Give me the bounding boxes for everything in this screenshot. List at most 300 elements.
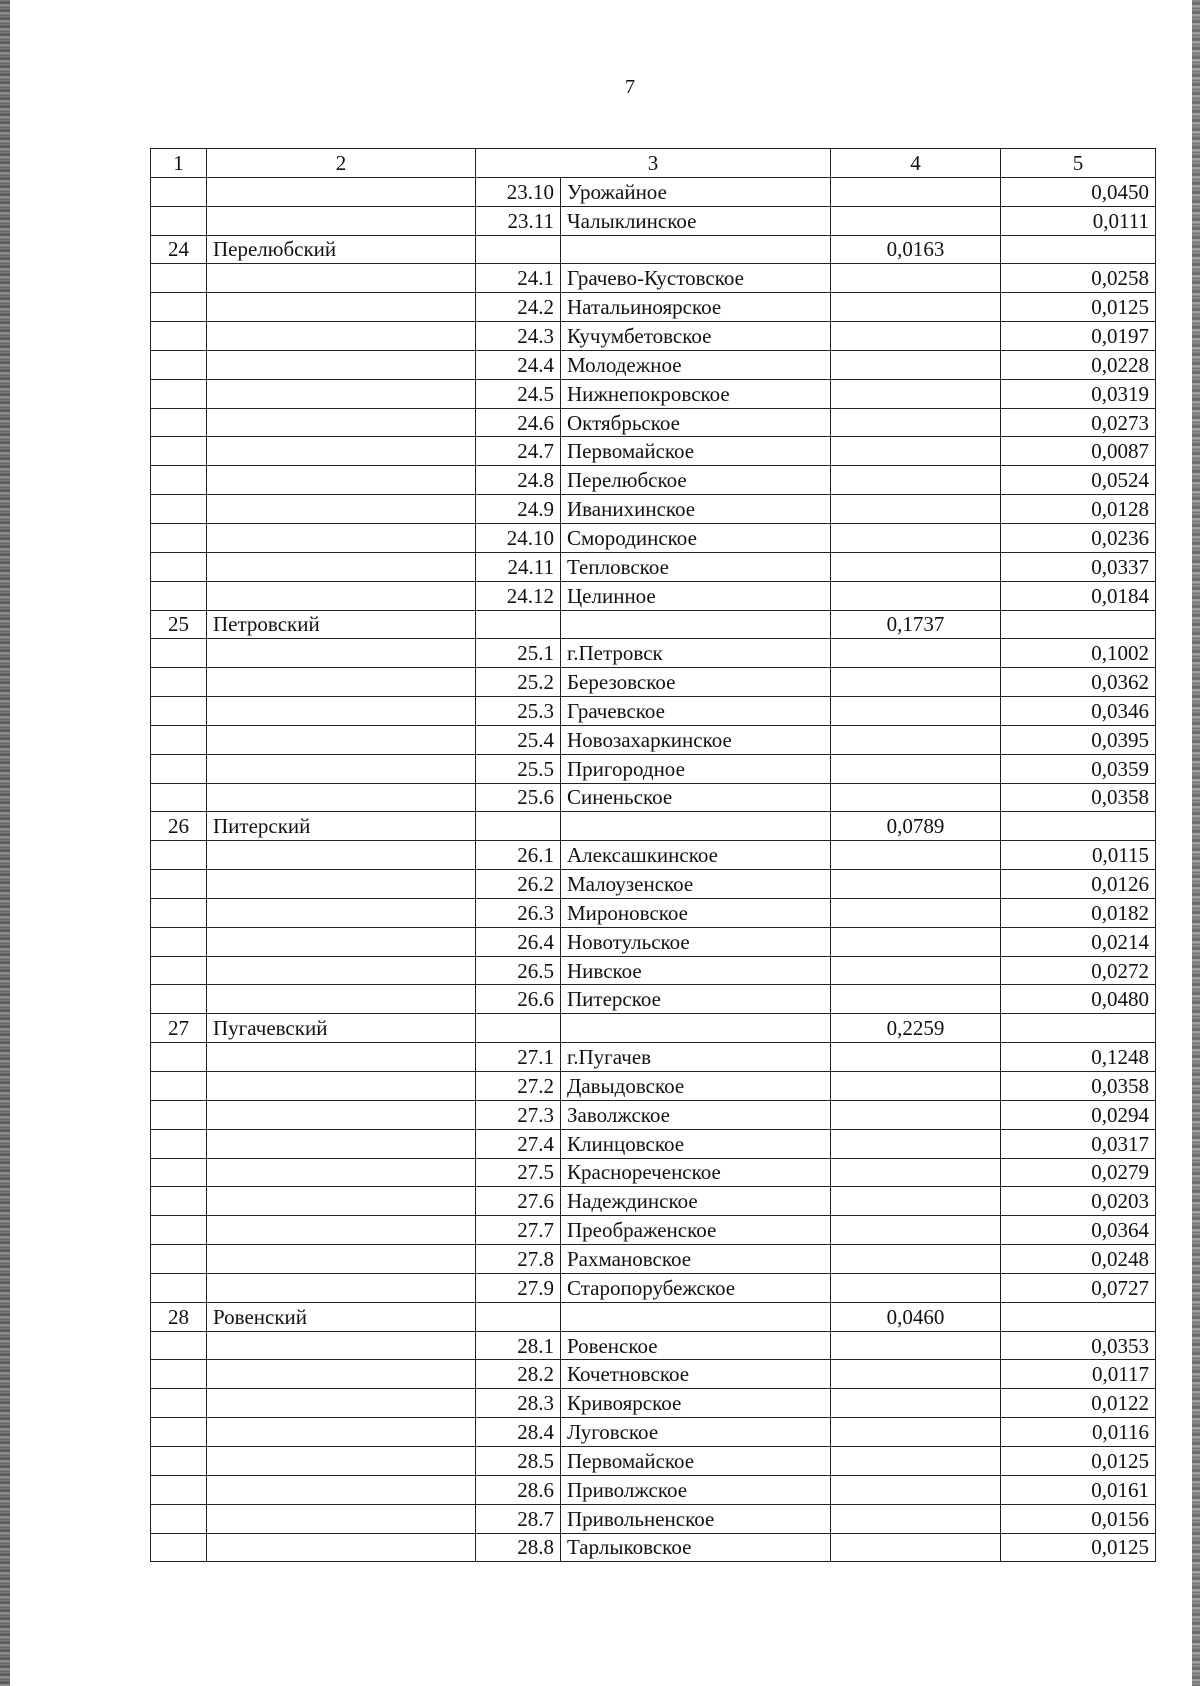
settlement-coefficient: 0,0450 <box>1001 177 1156 206</box>
settlement-row <box>151 1043 1156 1072</box>
settlement-code: 27.8 <box>476 1245 561 1274</box>
settlement-code: 27.4 <box>476 1129 561 1158</box>
empty-cell <box>151 1043 207 1072</box>
empty-cell <box>151 437 207 466</box>
settlement-code: 24.12 <box>476 581 561 610</box>
empty-cell <box>831 1418 1001 1447</box>
empty-cell <box>151 725 207 754</box>
empty-cell <box>151 1216 207 1245</box>
settlement-coefficient: 0,0203 <box>1001 1187 1156 1216</box>
empty-cell <box>151 408 207 437</box>
settlement-code: 25.1 <box>476 639 561 668</box>
empty-cell <box>476 1302 561 1331</box>
settlement-code: 26.3 <box>476 898 561 927</box>
settlement-row <box>151 1158 1156 1187</box>
settlement-name: Грачево-Кустовское <box>561 264 831 293</box>
settlement-code: 24.10 <box>476 523 561 552</box>
district-number: 25 <box>151 610 207 639</box>
empty-cell <box>151 1245 207 1274</box>
settlement-coefficient: 0,0358 <box>1001 1072 1156 1101</box>
empty-cell <box>207 985 476 1014</box>
empty-cell <box>831 177 1001 206</box>
district-name: Питерский <box>207 812 476 841</box>
header-col-5: 5 <box>1001 149 1156 178</box>
empty-cell <box>207 206 476 235</box>
settlement-coefficient: 0,0524 <box>1001 466 1156 495</box>
settlement-code: 26.4 <box>476 927 561 956</box>
empty-cell <box>831 1187 1001 1216</box>
settlement-code: 25.6 <box>476 783 561 812</box>
settlement-coefficient: 0,0184 <box>1001 581 1156 610</box>
settlement-coefficient: 0,0294 <box>1001 1100 1156 1129</box>
settlement-code: 24.1 <box>476 264 561 293</box>
settlement-row <box>151 293 1156 322</box>
empty-cell <box>151 898 207 927</box>
empty-cell <box>151 1533 207 1562</box>
settlement-name: Надеждинское <box>561 1187 831 1216</box>
settlement-row <box>151 206 1156 235</box>
settlement-row <box>151 177 1156 206</box>
district-number: 27 <box>151 1014 207 1043</box>
settlement-coefficient: 0,0359 <box>1001 754 1156 783</box>
empty-cell <box>151 264 207 293</box>
empty-cell <box>207 725 476 754</box>
empty-cell <box>476 610 561 639</box>
district-coefficient: 0,2259 <box>831 1014 1001 1043</box>
settlement-code: 24.4 <box>476 350 561 379</box>
empty-cell <box>207 1475 476 1504</box>
table-body <box>151 149 1156 1562</box>
empty-cell <box>1001 1302 1156 1331</box>
empty-cell <box>831 350 1001 379</box>
settlement-row <box>151 437 1156 466</box>
empty-cell <box>151 350 207 379</box>
settlement-name: Питерское <box>561 985 831 1014</box>
empty-cell <box>207 1187 476 1216</box>
settlement-row <box>151 754 1156 783</box>
settlement-row <box>151 1187 1156 1216</box>
settlement-coefficient: 0,0156 <box>1001 1504 1156 1533</box>
empty-cell <box>151 1360 207 1389</box>
settlement-row <box>151 552 1156 581</box>
settlement-name: Иванихинское <box>561 495 831 524</box>
table-header-row <box>151 149 1156 178</box>
settlement-coefficient: 0,0161 <box>1001 1475 1156 1504</box>
empty-cell <box>207 639 476 668</box>
empty-cell <box>151 523 207 552</box>
empty-cell <box>207 177 476 206</box>
empty-cell <box>207 581 476 610</box>
empty-cell <box>151 783 207 812</box>
empty-cell <box>831 754 1001 783</box>
empty-cell <box>207 466 476 495</box>
empty-cell <box>151 697 207 726</box>
empty-cell <box>151 985 207 1014</box>
empty-cell <box>831 1072 1001 1101</box>
settlement-code: 27.5 <box>476 1158 561 1187</box>
empty-cell <box>831 523 1001 552</box>
empty-cell <box>207 927 476 956</box>
empty-cell <box>476 1014 561 1043</box>
empty-cell <box>207 1446 476 1475</box>
empty-cell <box>831 1533 1001 1562</box>
empty-cell <box>151 1504 207 1533</box>
settlement-coefficient: 0,0272 <box>1001 956 1156 985</box>
settlement-code: 24.7 <box>476 437 561 466</box>
empty-cell <box>151 293 207 322</box>
page-number: 7 <box>625 76 635 98</box>
empty-cell <box>151 956 207 985</box>
district-number: 26 <box>151 812 207 841</box>
settlement-coefficient: 0,0236 <box>1001 523 1156 552</box>
district-row <box>151 610 1156 639</box>
settlement-coefficient: 0,0116 <box>1001 1418 1156 1447</box>
empty-cell <box>831 639 1001 668</box>
settlement-name: г.Петровск <box>561 639 831 668</box>
empty-cell <box>151 322 207 351</box>
empty-cell <box>207 898 476 927</box>
empty-cell <box>831 322 1001 351</box>
settlement-name: Кучумбетовское <box>561 322 831 351</box>
settlement-coefficient: 0,0480 <box>1001 985 1156 1014</box>
district-coefficient: 0,1737 <box>831 610 1001 639</box>
settlement-coefficient: 0,0126 <box>1001 870 1156 899</box>
empty-cell <box>151 1273 207 1302</box>
settlement-name: Синеньское <box>561 783 831 812</box>
empty-cell <box>151 754 207 783</box>
settlement-code: 26.6 <box>476 985 561 1014</box>
settlement-name: Новотульское <box>561 927 831 956</box>
empty-cell <box>831 725 1001 754</box>
settlement-code: 28.3 <box>476 1389 561 1418</box>
settlement-coefficient: 0,0128 <box>1001 495 1156 524</box>
settlement-code: 28.6 <box>476 1475 561 1504</box>
empty-cell <box>151 206 207 235</box>
settlement-coefficient: 0,0122 <box>1001 1389 1156 1418</box>
empty-cell <box>207 1533 476 1562</box>
settlement-row <box>151 1273 1156 1302</box>
settlement-row <box>151 956 1156 985</box>
empty-cell <box>831 379 1001 408</box>
empty-cell <box>151 1446 207 1475</box>
settlement-row <box>151 379 1156 408</box>
empty-cell <box>831 985 1001 1014</box>
settlement-name: Привольненское <box>561 1504 831 1533</box>
empty-cell <box>831 927 1001 956</box>
settlement-name: Октябрьское <box>561 408 831 437</box>
empty-cell <box>151 927 207 956</box>
empty-cell <box>831 552 1001 581</box>
empty-cell <box>151 639 207 668</box>
settlement-coefficient: 0,0214 <box>1001 927 1156 956</box>
settlement-name: Алексашкинское <box>561 841 831 870</box>
settlement-row <box>151 725 1156 754</box>
empty-cell <box>151 1475 207 1504</box>
settlement-name: Преображенское <box>561 1216 831 1245</box>
settlement-row <box>151 985 1156 1014</box>
district-coefficient: 0,0163 <box>831 235 1001 264</box>
empty-cell <box>207 1100 476 1129</box>
settlement-code: 23.11 <box>476 206 561 235</box>
settlement-name: Тарлыковское <box>561 1533 831 1562</box>
settlement-name: Нивское <box>561 956 831 985</box>
settlement-name: Березовское <box>561 668 831 697</box>
empty-cell <box>151 379 207 408</box>
empty-cell <box>831 668 1001 697</box>
empty-cell <box>831 206 1001 235</box>
empty-cell <box>151 1331 207 1360</box>
settlement-coefficient: 0,0125 <box>1001 1533 1156 1562</box>
settlement-row <box>151 322 1156 351</box>
settlement-coefficient: 0,0228 <box>1001 350 1156 379</box>
settlement-code: 26.2 <box>476 870 561 899</box>
settlement-name: Клинцовское <box>561 1129 831 1158</box>
settlement-name: Рахмановское <box>561 1245 831 1274</box>
settlement-code: 27.6 <box>476 1187 561 1216</box>
header-col-4: 4 <box>831 149 1001 178</box>
empty-cell <box>207 293 476 322</box>
settlement-row <box>151 1129 1156 1158</box>
settlement-row <box>151 1504 1156 1533</box>
empty-cell <box>207 1158 476 1187</box>
settlement-name: Чалыклинское <box>561 206 831 235</box>
empty-cell <box>831 1043 1001 1072</box>
empty-cell <box>151 1187 207 1216</box>
empty-cell <box>831 495 1001 524</box>
empty-cell <box>151 466 207 495</box>
settlement-coefficient: 0,0319 <box>1001 379 1156 408</box>
settlement-code: 24.11 <box>476 552 561 581</box>
empty-cell <box>207 408 476 437</box>
settlement-name: Малоузенское <box>561 870 831 899</box>
empty-cell <box>151 552 207 581</box>
settlement-name: Старопорубежское <box>561 1273 831 1302</box>
empty-cell <box>1001 812 1156 841</box>
district-row <box>151 1014 1156 1043</box>
settlement-coefficient: 0,0197 <box>1001 322 1156 351</box>
settlement-name: г.Пугачев <box>561 1043 831 1072</box>
settlement-coefficient: 0,0364 <box>1001 1216 1156 1245</box>
settlement-row <box>151 1216 1156 1245</box>
settlement-coefficient: 0,0353 <box>1001 1331 1156 1360</box>
settlement-name: Перелюбское <box>561 466 831 495</box>
settlement-row <box>151 927 1156 956</box>
empty-cell <box>207 552 476 581</box>
settlement-row <box>151 1533 1156 1562</box>
settlement-coefficient: 0,0395 <box>1001 725 1156 754</box>
settlement-code: 28.2 <box>476 1360 561 1389</box>
settlement-name: Луговское <box>561 1418 831 1447</box>
empty-cell <box>207 1072 476 1101</box>
settlement-code: 27.9 <box>476 1273 561 1302</box>
empty-cell <box>207 322 476 351</box>
settlement-coefficient: 0,0279 <box>1001 1158 1156 1187</box>
district-coefficient: 0,0460 <box>831 1302 1001 1331</box>
district-row <box>151 235 1156 264</box>
settlement-name: Давыдовское <box>561 1072 831 1101</box>
settlement-name: Тепловское <box>561 552 831 581</box>
header-col-1: 1 <box>151 149 207 178</box>
empty-cell <box>207 264 476 293</box>
settlement-row <box>151 783 1156 812</box>
settlement-code: 25.2 <box>476 668 561 697</box>
settlement-name: Мироновское <box>561 898 831 927</box>
settlement-name: Пригородное <box>561 754 831 783</box>
settlement-row <box>151 1418 1156 1447</box>
settlement-coefficient: 0,0317 <box>1001 1129 1156 1158</box>
empty-cell <box>476 235 561 264</box>
empty-cell <box>207 1389 476 1418</box>
empty-cell <box>831 408 1001 437</box>
empty-cell <box>831 466 1001 495</box>
settlement-code: 28.1 <box>476 1331 561 1360</box>
empty-cell <box>1001 610 1156 639</box>
district-row <box>151 1302 1156 1331</box>
settlement-coefficient: 0,0182 <box>1001 898 1156 927</box>
settlement-coefficient: 0,0358 <box>1001 783 1156 812</box>
settlement-row <box>151 1389 1156 1418</box>
district-coefficient: 0,0789 <box>831 812 1001 841</box>
settlement-code: 25.5 <box>476 754 561 783</box>
empty-cell <box>831 783 1001 812</box>
empty-cell <box>151 1158 207 1187</box>
settlement-row <box>151 264 1156 293</box>
empty-cell <box>1001 235 1156 264</box>
settlement-coefficient: 0,0362 <box>1001 668 1156 697</box>
settlement-code: 28.8 <box>476 1533 561 1562</box>
empty-cell <box>561 812 831 841</box>
empty-cell <box>831 1100 1001 1129</box>
empty-cell <box>151 581 207 610</box>
empty-cell <box>207 1043 476 1072</box>
empty-cell <box>831 956 1001 985</box>
settlement-coefficient: 0,0125 <box>1001 1446 1156 1475</box>
settlement-row <box>151 668 1156 697</box>
empty-cell <box>151 1100 207 1129</box>
settlement-row <box>151 523 1156 552</box>
settlement-name: Новозахаркинское <box>561 725 831 754</box>
settlement-code: 28.5 <box>476 1446 561 1475</box>
settlement-coefficient: 0,0337 <box>1001 552 1156 581</box>
settlement-code: 27.3 <box>476 1100 561 1129</box>
settlement-code: 28.4 <box>476 1418 561 1447</box>
coefficients-table <box>150 148 1156 1562</box>
settlement-coefficient: 0,1002 <box>1001 639 1156 668</box>
settlement-name: Заволжское <box>561 1100 831 1129</box>
district-name: Петровский <box>207 610 476 639</box>
settlement-coefficient: 0,0125 <box>1001 293 1156 322</box>
empty-cell <box>207 1418 476 1447</box>
settlement-name: Кривоярское <box>561 1389 831 1418</box>
empty-cell <box>831 1504 1001 1533</box>
empty-cell <box>151 1129 207 1158</box>
empty-cell <box>207 1273 476 1302</box>
empty-cell <box>207 1504 476 1533</box>
settlement-name: Первомайское <box>561 437 831 466</box>
settlement-name: Ровенское <box>561 1331 831 1360</box>
scan-edge-right <box>1192 0 1200 1686</box>
settlement-coefficient: 0,0087 <box>1001 437 1156 466</box>
empty-cell <box>831 1446 1001 1475</box>
empty-cell <box>207 1360 476 1389</box>
empty-cell <box>1001 1014 1156 1043</box>
settlement-row <box>151 1100 1156 1129</box>
settlement-coefficient: 0,0248 <box>1001 1245 1156 1274</box>
empty-cell <box>831 841 1001 870</box>
empty-cell <box>831 1273 1001 1302</box>
empty-cell <box>831 437 1001 466</box>
empty-cell <box>207 437 476 466</box>
settlement-name: Грачевское <box>561 697 831 726</box>
settlement-row <box>151 697 1156 726</box>
empty-cell <box>207 1129 476 1158</box>
settlement-coefficient: 0,0115 <box>1001 841 1156 870</box>
settlement-code: 27.2 <box>476 1072 561 1101</box>
settlement-row <box>151 350 1156 379</box>
empty-cell <box>151 668 207 697</box>
settlement-row <box>151 1360 1156 1389</box>
settlement-name: Молодежное <box>561 350 831 379</box>
district-number: 24 <box>151 235 207 264</box>
settlement-coefficient: 0,0273 <box>1001 408 1156 437</box>
empty-cell <box>207 697 476 726</box>
district-name: Перелюбский <box>207 235 476 264</box>
empty-cell <box>831 697 1001 726</box>
district-row <box>151 812 1156 841</box>
settlement-code: 24.3 <box>476 322 561 351</box>
settlement-name: Целинное <box>561 581 831 610</box>
settlement-code: 24.9 <box>476 495 561 524</box>
settlement-code: 24.6 <box>476 408 561 437</box>
empty-cell <box>561 610 831 639</box>
settlement-coefficient: 0,0727 <box>1001 1273 1156 1302</box>
empty-cell <box>831 870 1001 899</box>
empty-cell <box>831 1475 1001 1504</box>
empty-cell <box>831 1129 1001 1158</box>
settlement-row <box>151 408 1156 437</box>
settlement-name: Краснореченское <box>561 1158 831 1187</box>
empty-cell <box>207 1331 476 1360</box>
empty-cell <box>207 523 476 552</box>
settlement-row <box>151 581 1156 610</box>
empty-cell <box>207 668 476 697</box>
empty-cell <box>831 1360 1001 1389</box>
empty-cell <box>831 1158 1001 1187</box>
empty-cell <box>151 1389 207 1418</box>
settlement-name: Натальиноярское <box>561 293 831 322</box>
empty-cell <box>831 1245 1001 1274</box>
empty-cell <box>207 1216 476 1245</box>
district-number: 28 <box>151 1302 207 1331</box>
settlement-name: Кочетновское <box>561 1360 831 1389</box>
settlement-name: Приволжское <box>561 1475 831 1504</box>
settlement-row <box>151 1072 1156 1101</box>
settlement-code: 24.2 <box>476 293 561 322</box>
empty-cell <box>207 379 476 408</box>
settlement-row <box>151 639 1156 668</box>
settlement-name: Смородинское <box>561 523 831 552</box>
empty-cell <box>831 1331 1001 1360</box>
empty-cell <box>831 264 1001 293</box>
settlement-code: 27.7 <box>476 1216 561 1245</box>
settlement-coefficient: 0,0346 <box>1001 697 1156 726</box>
empty-cell <box>831 1216 1001 1245</box>
empty-cell <box>561 1014 831 1043</box>
empty-cell <box>831 293 1001 322</box>
empty-cell <box>207 1245 476 1274</box>
settlement-code: 28.7 <box>476 1504 561 1533</box>
settlement-row <box>151 1475 1156 1504</box>
